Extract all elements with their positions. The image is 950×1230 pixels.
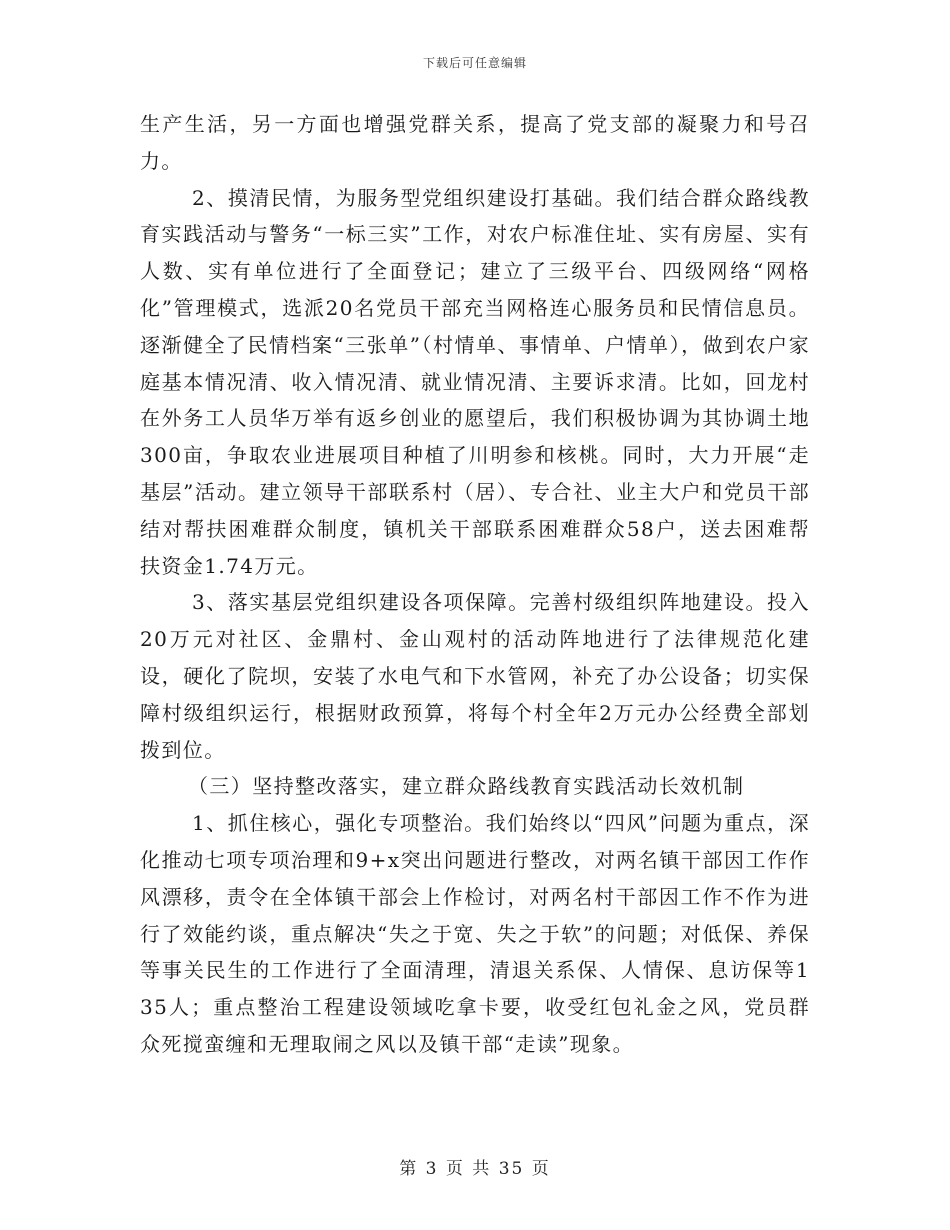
paragraph-item-2: 2、摸清民情，为服务型党组织建设打基础。我们结合群众路线教育实践活动与警务“一标三实”工作，对农户标准住址、实有房屋、实有人数、实有单位进行了全面登记；建立了三级平台、四级网络“网格化”管理模式，选派20名党员干部充当网格连心服务员和民情信息员。逐渐健全了民情档案“三张单”（村情单、事情单、户情单），做到农户家庭基本情况清、收入情况清、就业情况清、主要诉求清。比如，回龙村在外务工人员华万举有返乡创业的愿望后，我们积极协调为其协调土地300亩，争取农业进展项目种植了川明参和核桃。同时，大力开展“走基层”活动。建立领导干部联系村（居）、专合社、业主大户和党员干部结对帮扶困难群众制度，镇机关干部联系困难群众58户，送去困难帮扶资金1.74万元。	[140, 185, 810, 578]
paragraph-continuation: 生产生活，另一方面也增强党群关系，提高了党支部的凝聚力和号召力。	[140, 112, 810, 173]
document-body	[140, 106, 810, 1063]
page-footer: 第 3 页 共 35 页	[399, 1159, 551, 1179]
page-header: 下载后可任意编辑	[422, 56, 527, 70]
section-heading-3: （三）坚持整改落实，建立群众路线教育实践活动长效机制	[188, 774, 745, 799]
paragraph-item-3: 3、落实基层党组织建设各项保障。完善村级组织阵地建设。投入20万元对社区、金鼎村、金山观村的活动阵地进行了法律规范化建设，硬化了院坝，安装了水电气和下水管网，补充了办公设备；切实保障村级组织运行，根据财政预算，将每个村全年2万元办公经费全部划拨到位。	[140, 590, 810, 762]
paragraph-item-1: 1、抓住核心，强化专项整治。我们始终以“四风”问题为重点，深化推动七项专项治理和9+x突出问题进行整改，对两名镇干部因工作作风漂移，责令在全体镇干部会上作检讨，对两名村干部因工作不作为进行了效能约谈，重点解决“失之于宽、失之于软”的问题；对低保、养保等事关民生的工作进行了全面清理，清退关系保、人情保、息访保等135人；重点整治工程建设领域吃拿卡要，收受红包礼金之风，党员群众死搅蛮缠和无理取闹之风以及镇干部“走读”现象。	[140, 811, 810, 1056]
